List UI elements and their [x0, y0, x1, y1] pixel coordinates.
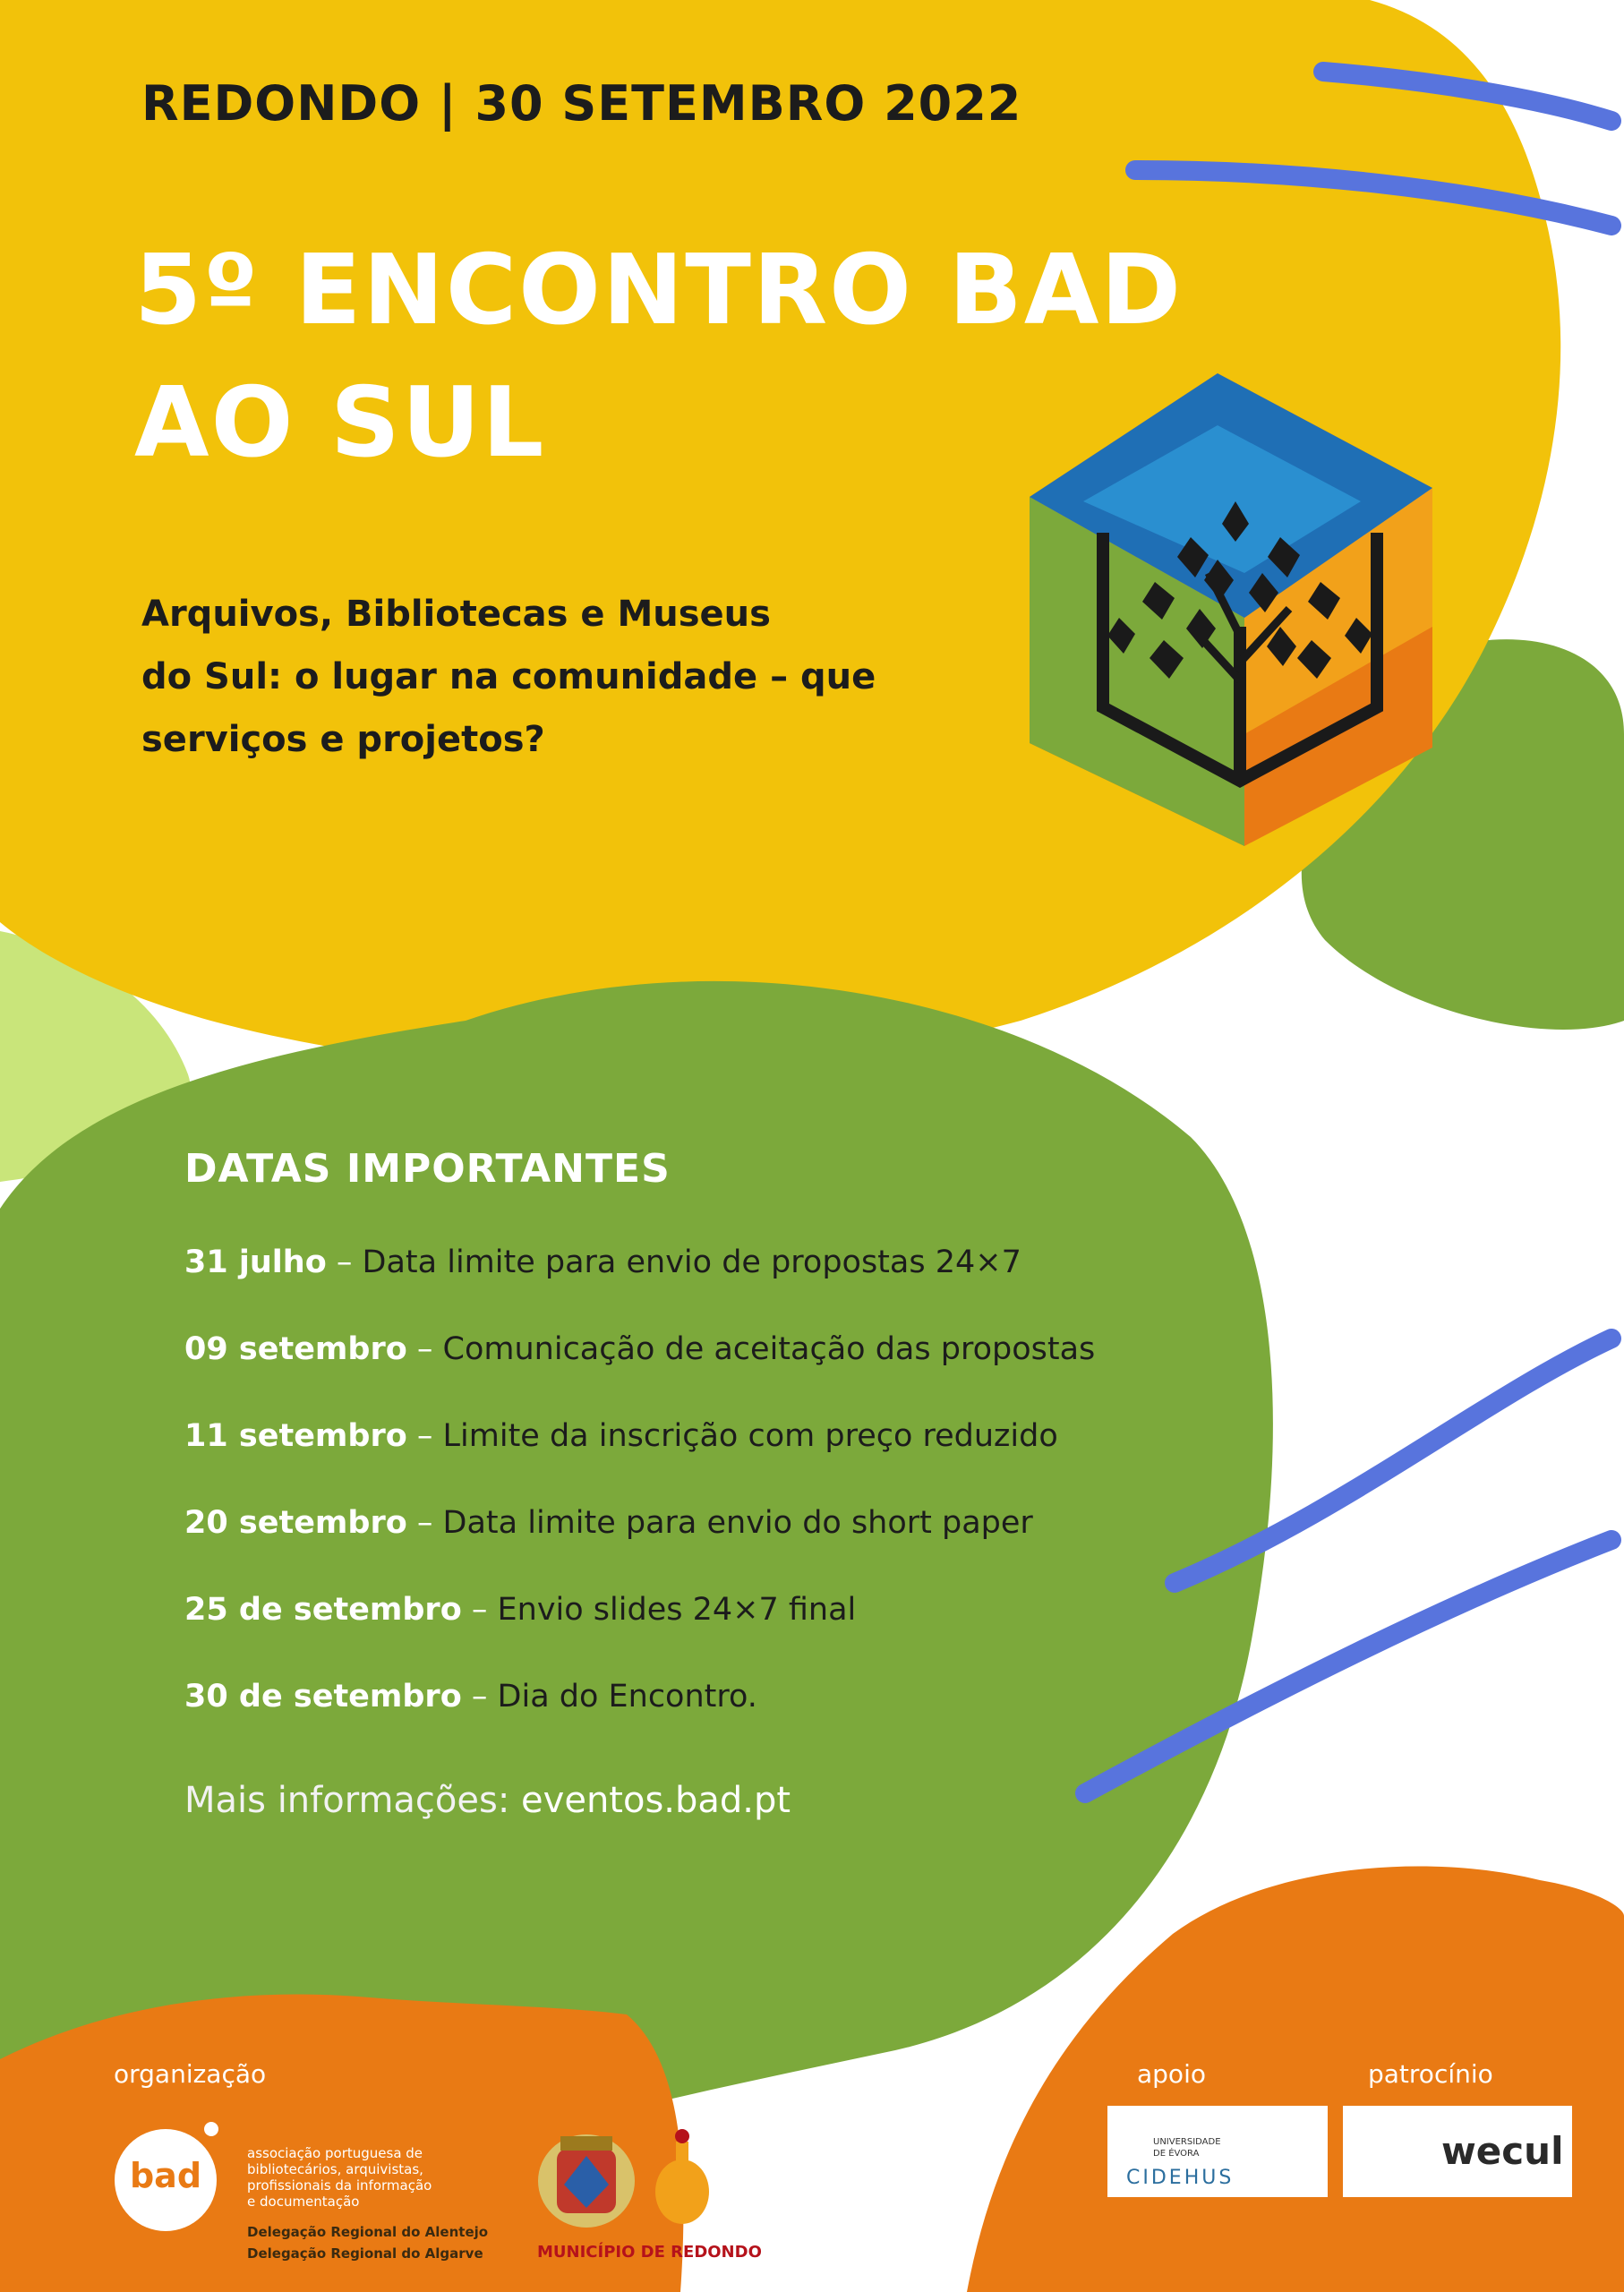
subtitle-line-3: serviços e projetos? — [141, 719, 545, 760]
date-item — [184, 1679, 757, 1715]
more-info-link[interactable]: eventos.bad.pt — [521, 1780, 791, 1821]
date-item-separator: – — [406, 1505, 443, 1541]
date-item-separator: – — [461, 1679, 498, 1715]
date-item-text: Envio slides 24×7 final — [497, 1592, 857, 1628]
date-item-separator: – — [461, 1592, 498, 1628]
date-item-separator: – — [326, 1244, 363, 1280]
more-info-label: Mais informações: — [184, 1780, 522, 1821]
support-logo-line-1: UNIVERSIDADE — [1153, 2137, 1221, 2147]
bad-delegation-algarve: Delegação Regional do Algarve — [247, 2245, 483, 2262]
bad-description-line: bibliotecários, arquivistas, — [247, 2161, 423, 2177]
date-item-date: 09 setembro — [184, 1331, 407, 1367]
date-item-text: Data limite para envio do short paper — [442, 1505, 1033, 1541]
bad-description-line: profissionais da informação — [247, 2177, 432, 2194]
subtitle-line-2: do Sul: o lugar na comunidade – que — [141, 656, 876, 697]
bad-delegation-alentejo: Delegação Regional do Alentejo — [247, 2224, 489, 2240]
bad-description-line: e documentação — [247, 2194, 360, 2210]
event-date-location: REDONDO | 30 SETEMBRO 2022 — [141, 75, 1022, 132]
more-info — [184, 1780, 791, 1821]
date-item-separator: – — [406, 1331, 443, 1367]
date-item-date: 25 de setembro — [184, 1592, 462, 1628]
date-item-separator: – — [406, 1418, 443, 1454]
date-item-date: 20 setembro — [184, 1505, 407, 1541]
date-item-text: Data limite para envio de propostas 24×7 — [362, 1244, 1021, 1280]
date-item-text: Comunicação de aceitação das propostas — [442, 1331, 1096, 1367]
date-item — [184, 1592, 856, 1628]
bad-logo-text: bad — [129, 2156, 202, 2195]
date-item-text: Dia do Encontro. — [497, 1679, 757, 1715]
date-item — [184, 1244, 1021, 1280]
date-item-date: 31 julho — [184, 1244, 327, 1280]
event-title-line-2: AO SUL — [134, 367, 546, 479]
redondo-coat-of-arms-icon — [538, 2134, 635, 2228]
bad-logo-dot — [204, 2122, 218, 2136]
support-label: apoio — [1137, 2059, 1206, 2089]
bad-description-line: associação portuguesa de — [247, 2145, 423, 2161]
sponsorship-label: patrocínio — [1368, 2059, 1493, 2089]
date-item-date: 11 setembro — [184, 1418, 407, 1454]
sponsor-logo-name: wecul — [1441, 2129, 1564, 2173]
municipality-name: MUNICÍPIO DE REDONDO — [537, 2243, 762, 2262]
event-title-line-1: 5º ENCONTRO BAD — [134, 235, 1184, 346]
support-logo-line-2: DE ÉVORA — [1153, 2149, 1200, 2159]
support-logo-name: CIDEHUS — [1126, 2167, 1235, 2189]
subtitle-line-1: Arquivos, Bibliotecas e Museus — [141, 594, 771, 635]
date-item-date: 30 de setembro — [184, 1679, 462, 1715]
important-dates-heading: DATAS IMPORTANTES — [184, 1146, 671, 1192]
date-item-text: Limite da inscrição com preço reduzido — [442, 1418, 1058, 1454]
date-item — [184, 1505, 1033, 1541]
organization-label: organização — [114, 2059, 267, 2089]
date-item — [184, 1418, 1058, 1454]
date-item — [184, 1331, 1095, 1367]
